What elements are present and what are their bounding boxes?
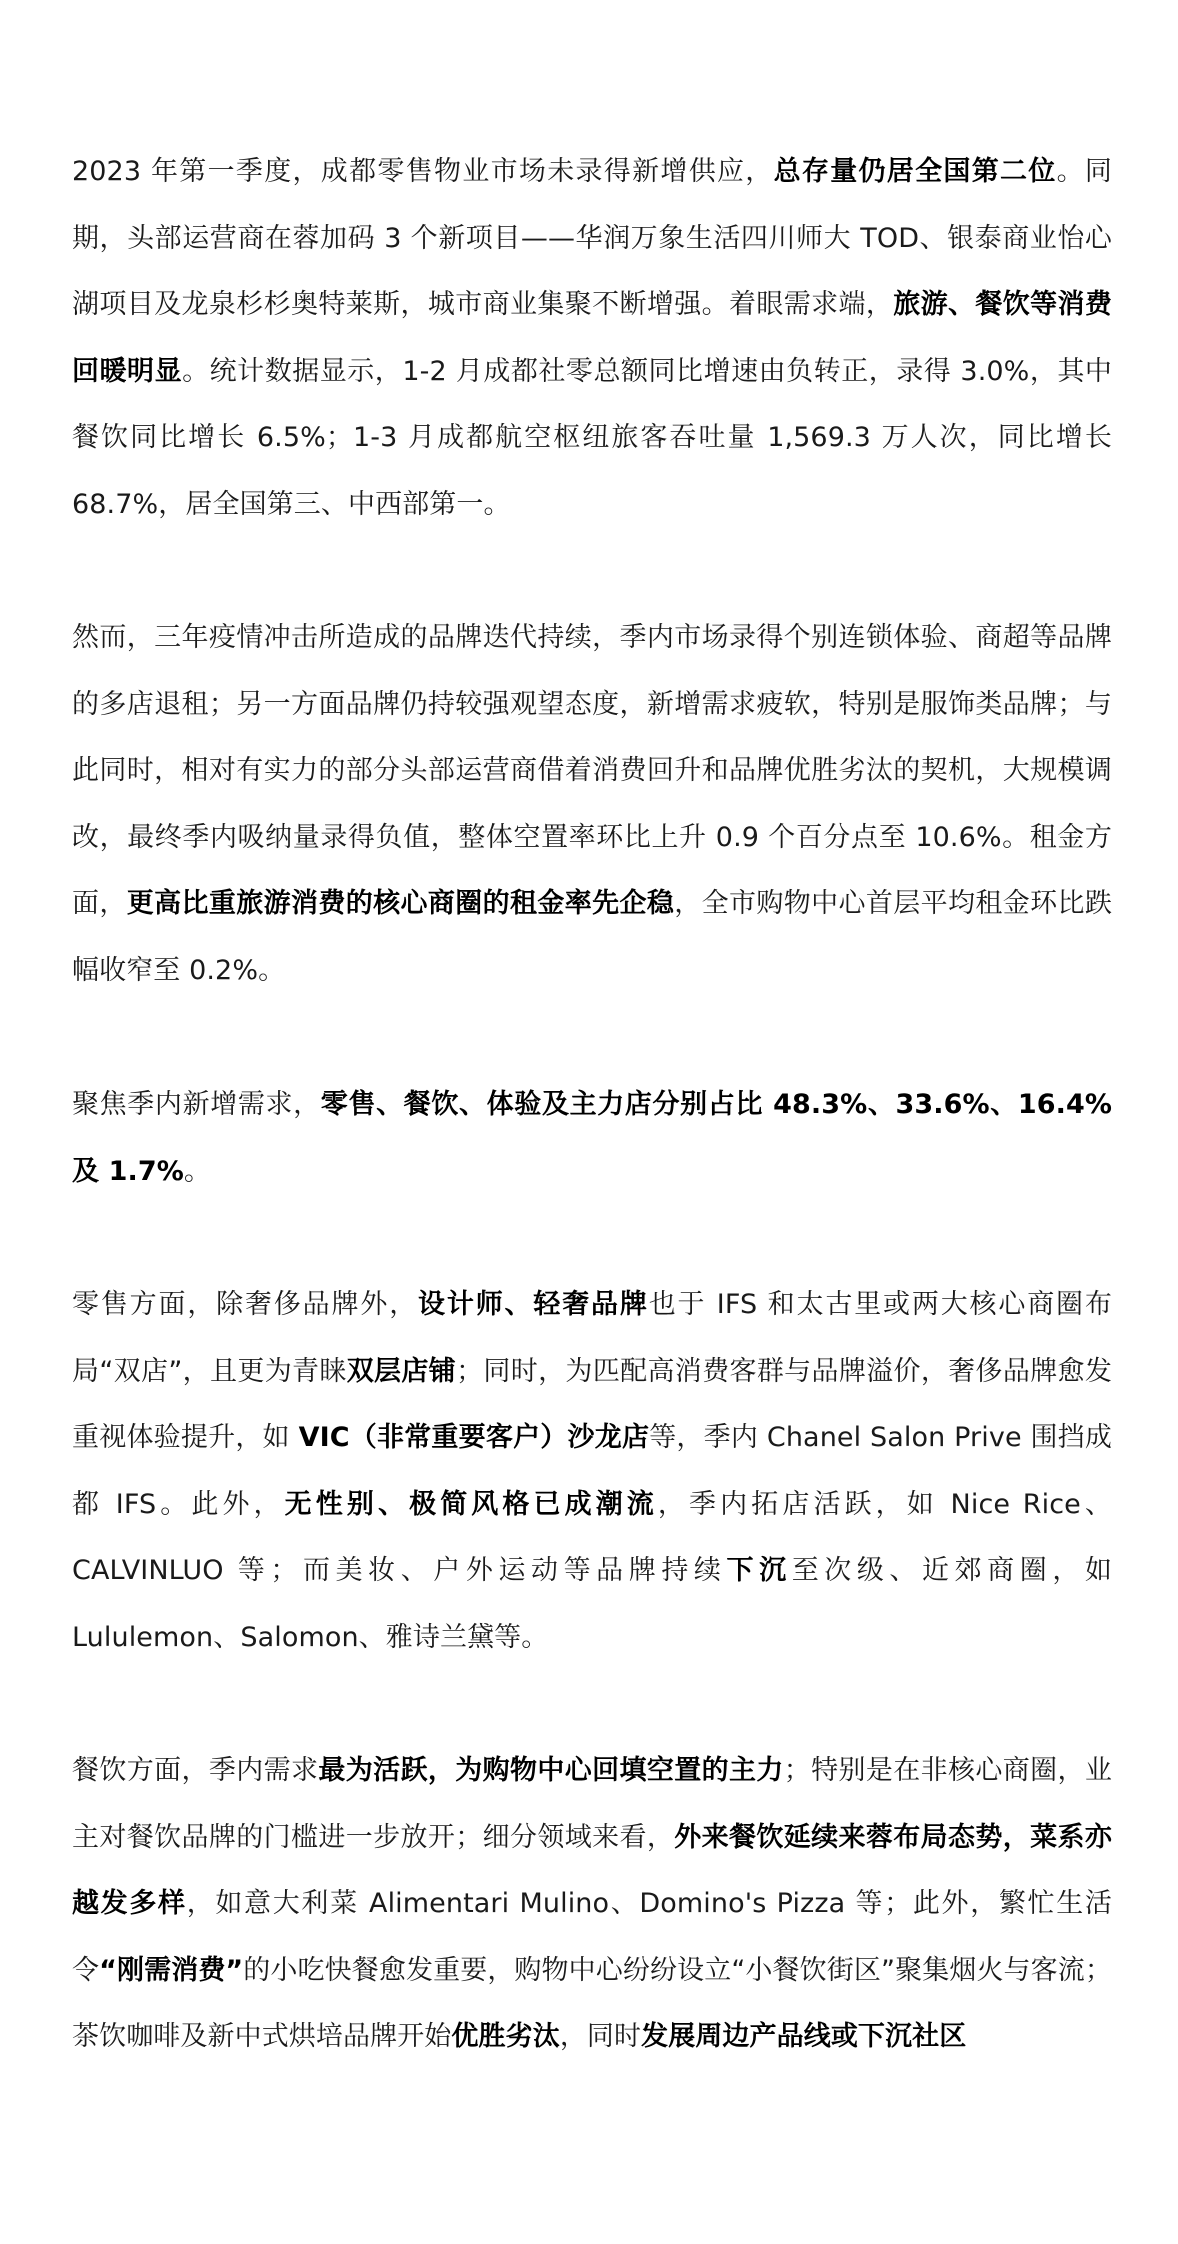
text-run: 聚焦季内新增需求， [72, 1089, 321, 1120]
text-run: 2023 年第一季度，成都零售物业市场未录得新增供应， [72, 156, 774, 187]
text-run-bold: 总存量仍居全国第二位 [773, 156, 1057, 187]
text-run: ，同时 [559, 2021, 642, 2052]
paragraph-vacancy-rent [72, 605, 1112, 1004]
text-run-bold: 发展周边产品线或下沉社区 [641, 2021, 967, 2052]
text-run-bold: 外来餐饮延续来蓉布局态势，菜系亦越发多样 [72, 1821, 1112, 1919]
text-run: ；同时，为匹配高消费客群与品牌溢价，奢侈品牌愈发重视体验提升，如 [72, 1355, 1112, 1453]
text-run: 餐饮方面，季内需求 [72, 1755, 319, 1786]
paragraph-food-beverage [72, 1738, 1112, 2071]
text-run: 等，季内 Chanel Salon Prive 围挡成都 IFS。此外， [72, 1422, 1112, 1520]
text-run-bold: 双层店铺 [346, 1355, 457, 1387]
text-run: 的小吃快餐愈发重要，购物中心纷纷设立“小餐饮街区”聚集烟火与客流；茶饮咖啡及新中式烘培品牌开始 [72, 1954, 1112, 2052]
text-run: 然而，三年疫情冲击所造成的品牌迭代持续，季内市场录得个别连锁体验、商超等品牌的多店退租；另一方面品牌仍持较强观望态度，新增需求疲软，特别是服饰类品牌；与此同时，相对有实力的部分头部运营商借着消费回升和品牌优胜劣汰的契机，大规模调改，最终季内吸纳量录得负值，整体空置率环比上升 0.9 个百分点至 10.6%。租金方面， [72, 622, 1112, 919]
text-run-bold: 更高比重旅游消费的核心商圈的租金率先企稳 [126, 888, 675, 919]
text-run-bold: “刚需消费” [99, 1954, 244, 1986]
text-run: 至次级、近郊商圈，如 Lululemon、Salomon、雅诗兰黛等。 [72, 1555, 1113, 1653]
text-run: 。 [183, 1155, 211, 1187]
text-run: ；特别是在非核心商圈，业主对餐饮品牌的门槛进一步放开；细分领域来看， [72, 1755, 1113, 1853]
paragraph-retail [72, 1272, 1112, 1671]
paragraph-supply-overview [72, 139, 1112, 538]
text-run: ，全市购物中心首层平均租金环比跌幅收窄至 0.2%。 [72, 888, 1113, 986]
text-run: 。同期，头部运营商在蓉加码 3 个新项目——华润万象生活四川师大 TOD、银泰商业怡心湖项目及龙泉杉杉奥特莱斯，城市商业集聚不断增强。着眼需求端， [72, 156, 1112, 320]
text-run: 零售方面，除奢侈品牌外， [72, 1289, 419, 1320]
text-run-bold: 无性别、极简风格已成潮流 [284, 1488, 658, 1520]
text-run: ，季内拓店活跃，如 Nice Rice、CALVINLUO 等；而美妆、户外运动等品牌持续 [72, 1488, 1113, 1586]
text-run-bold: 最为活跃，为购物中心回填空置的主力 [318, 1755, 784, 1786]
text-run-bold: 优胜劣汰 [451, 2021, 560, 2052]
paragraph-demand-mix [72, 1072, 1112, 1205]
text-run: ，如意大利菜 Alimentari Mulino、Domino's Pizza 等；此外，繁忙生活令 [72, 1888, 1112, 1986]
text-run: 。统计数据显示，1-2 月成都社零总额同比增速由负转正，录得 3.0%，其中餐饮同比增长 6.5%；1-3 月成都航空枢纽旅客吞吐量 1,569.3 万人次，同比增长 68.7%，居全国第三、中西部第一。 [72, 355, 1112, 520]
text-run-bold: 设计师、轻奢品牌 [418, 1289, 649, 1320]
text-run-bold: 旅游、餐饮等消费回暖明显 [72, 289, 1112, 387]
text-run-bold: 下沉 [726, 1555, 792, 1586]
text-run-bold: 零售、餐饮、体验及主力店分别占比 48.3%、33.6%、16.4%及 1.7% [72, 1089, 1113, 1187]
text-run: 也于 IFS 和太古里或两大核心商圈布局“双店”，且更为青睐 [72, 1289, 1112, 1387]
text-run-bold: VIC（非常重要客户）沙龙店 [298, 1422, 650, 1453]
